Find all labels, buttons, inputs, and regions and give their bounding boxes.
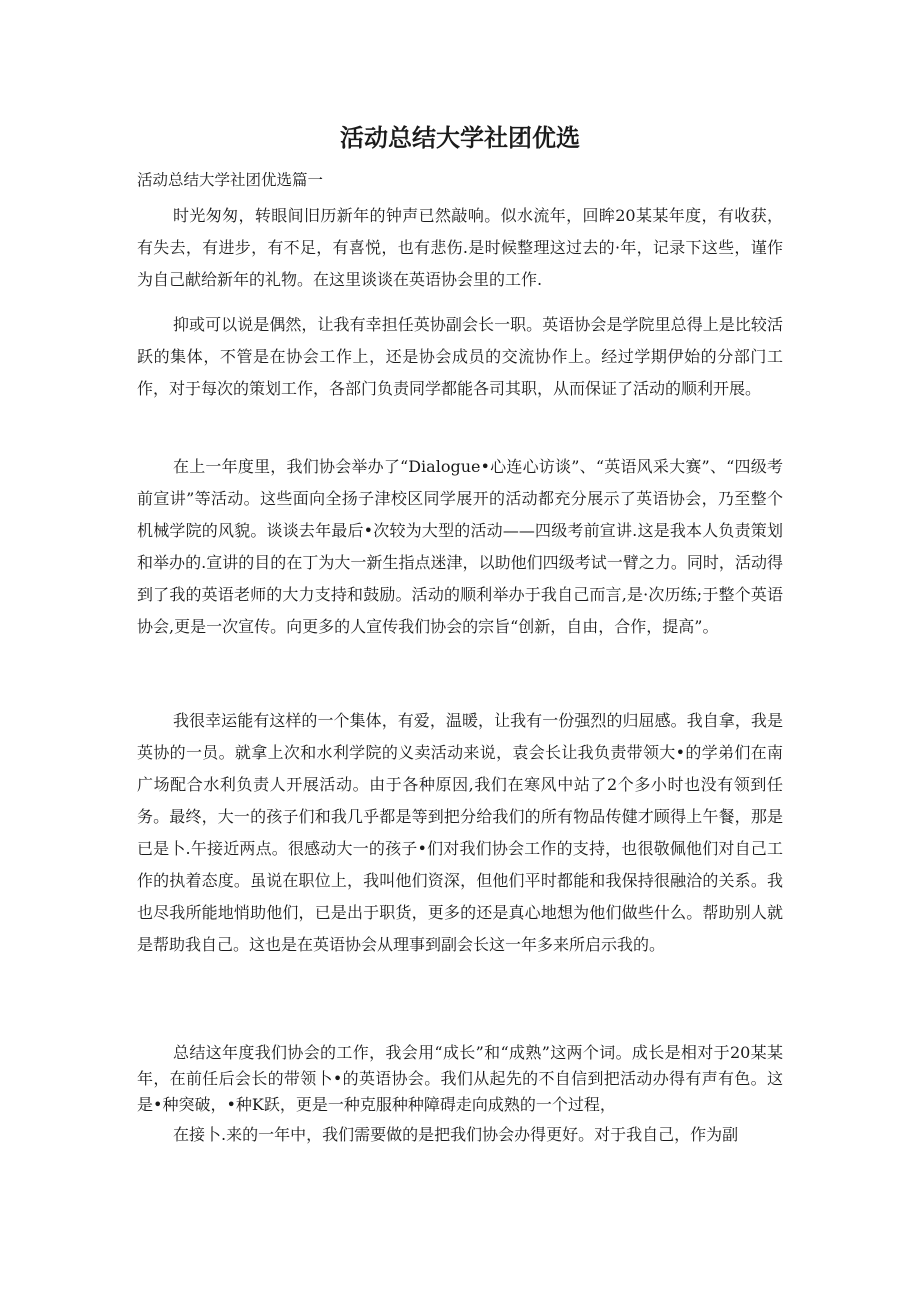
paragraph-6: 在接卜.来的一年中，我们需要做的是把我们协会办得更好。对于我自己，作为副 (173, 1125, 739, 1144)
section-subtitle: 活动总结大学社团优选篇一 (137, 171, 324, 189)
paragraph-3: 在上一年度里，我们协会举办了“Dialogue•心连心访谈”、“英语风采大赛”、“四级考前宣讲”等活动。这些面向全扬子津校区同学展开的活动都充分展示了英语协会，乃至整个机械学院的风貌。谈谈去年最后•次较为大型的活动——四级考前宣讲.这是我本人负责策划和举办的.宣讲的目的在丁为大一新生指点迷津，以助他们四级考试一臂之力。同时，活动得到了我的英语老师的大力支持和鼓励。活动的顺利举办于我自己而言,是·次历练;于整个英语协会,更是一次宣传。向更多的人宣传我们协会的宗旨“创新，自由，合作，提高”。 (137, 457, 783, 636)
paragraph-4: 我很幸运能有这样的一个集体，有爱，温暖，让我有一份强烈的归屈感。我自拿，我是英协的一员。就拿上次和水利学院的义卖活动来说，袁会长让我负责带领大•的学弟们在南广场配合水利负责人开展活动。由于各种原因,我们在寒风中站了2个多小时也没有领到任务。最终，大一的孩子们和我几乎都是等到把分给我们的所有物品传健才顾得上午餐，那是已是卜.午接近两点。很感动大一的孩子•们对我们协会工作的支持，也很敬佩他们对自己工作的执着态度。虽说在职位上，我叫他们资深，但他们平时都能和我保持很融洽的关系。我也尽我所能地悄助他们，已是出于职货，更多的还是真心地想为他们做些什么。帮助别人就是帮助我自己。这也是在英语协会从理事到副会长这一年多来所启示我的。 (137, 711, 783, 954)
paragraph-1: 时光匆匆，转眼间旧历新年的钟声已然敲响。似水流年，回眸20某某年度，有收获，有失去，有进步，有不足，有喜悦，也有悲伤.是时候整理这过去的·年，记录下这些，谨作为自己献给新年的礼物。在这里谈谈在英语协会里的工作. (137, 206, 783, 289)
page-title: 活动总结大学社团优选 (340, 124, 580, 152)
paragraph-2: 抑或可以说是偶然，让我有幸担任英协副会长一职。英语协会是学院里总得上是比较活跃的集体，不管是在协会工作上，还是协会成员的交流协作上。经过学期伊始的分部门工作，对于每次的策划工作，各部门负责同学都能各司其职，从而保证了活动的顺利开展。 (137, 315, 783, 398)
paragraph-5: 总结这年度我们协会的工作，我会用“成长”和“成熟”这两个词。成长是相对于20某某年，在前任后会长的带领卜•的英语协会。我们从起先的不自信到把活动办得有声有色。这是•种突破，•种K跃，更是一种克服种种障碍走向成熟的一个过程， (137, 1043, 783, 1114)
